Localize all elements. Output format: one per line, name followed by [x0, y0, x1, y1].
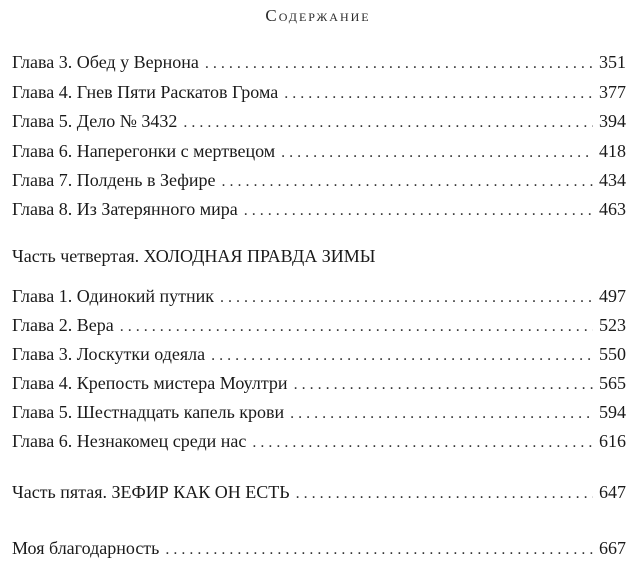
dot-leader [120, 316, 593, 338]
entry-label: Глава 6. Незнакомец среди нас [12, 431, 247, 451]
entry-page-number: 523 [599, 315, 626, 335]
entry-page-number: 434 [599, 170, 626, 190]
entry-label: Глава 1. Одинокий путник [12, 286, 214, 306]
toc-entry[interactable] [12, 169, 626, 191]
entry-label: Глава 5. Дело № 3432 [12, 111, 178, 131]
entry-page-number: 377 [599, 82, 626, 102]
toc-entry-part-5[interactable] [12, 481, 626, 503]
dot-leader [183, 112, 593, 134]
toc-entry[interactable] [12, 372, 626, 394]
dot-leader [165, 539, 593, 561]
entry-page-number: 418 [599, 141, 626, 161]
entry-label: Глава 2. Вера [12, 315, 114, 335]
dot-leader [296, 483, 593, 505]
entry-page-number: 550 [599, 344, 626, 364]
dot-leader [211, 345, 593, 367]
entry-label: Глава 8. Из Затерянного мира [12, 199, 238, 219]
entry-page-number: 647 [599, 482, 626, 502]
entry-label: Глава 3. Обед у Вернона [12, 52, 199, 72]
toc-entry[interactable] [12, 140, 626, 162]
toc-entry[interactable] [12, 430, 626, 452]
entry-page-number: 463 [599, 199, 626, 219]
entry-page-number: 667 [599, 538, 626, 558]
entry-page-number: 497 [599, 286, 626, 306]
entry-label: Моя благодарность [12, 538, 160, 558]
dot-leader [290, 403, 593, 425]
toc-entry[interactable] [12, 314, 626, 336]
dot-leader [205, 53, 593, 75]
toc-entry-acknowledgements[interactable] [12, 537, 626, 559]
part-heading: Часть четвертая. ХОЛОДНАЯ ПРАВДА ЗИМЫ [12, 246, 376, 266]
entry-label: Глава 7. Полдень в Зефире [12, 170, 216, 190]
entry-label: Глава 5. Шестнадцать капель крови [12, 402, 285, 422]
dot-leader [294, 374, 593, 396]
entry-label: Глава 3. Лоскутки одеяла [12, 344, 206, 364]
page-title: Содержание [265, 6, 371, 25]
entry-label: Глава 4. Крепость мистера Моултри [12, 373, 288, 393]
toc-entry[interactable] [12, 51, 626, 73]
dot-leader [244, 200, 593, 222]
entry-page-number: 394 [599, 111, 626, 131]
toc-entry[interactable] [12, 401, 626, 423]
toc-entry[interactable] [12, 81, 626, 103]
entry-page-number: 616 [599, 431, 626, 451]
entry-label: Глава 6. Наперегонки с мертвецом [12, 141, 276, 161]
entry-page-number: 351 [599, 52, 626, 72]
entry-page-number: 594 [599, 402, 626, 422]
dot-leader [220, 287, 593, 309]
toc-entry[interactable] [12, 198, 626, 220]
toc-entry[interactable] [12, 110, 626, 132]
dot-leader [252, 432, 593, 454]
entry-label: Часть пятая. ЗЕФИР КАК ОН ЕСТЬ [12, 482, 290, 502]
toc-entry[interactable] [12, 285, 626, 307]
dot-leader [284, 83, 593, 105]
dot-leader [281, 142, 593, 164]
toc-entry[interactable] [12, 343, 626, 365]
entry-page-number: 565 [599, 373, 626, 393]
dot-leader [222, 171, 593, 193]
entry-label: Глава 4. Гнев Пяти Раскатов Грома [12, 82, 279, 102]
